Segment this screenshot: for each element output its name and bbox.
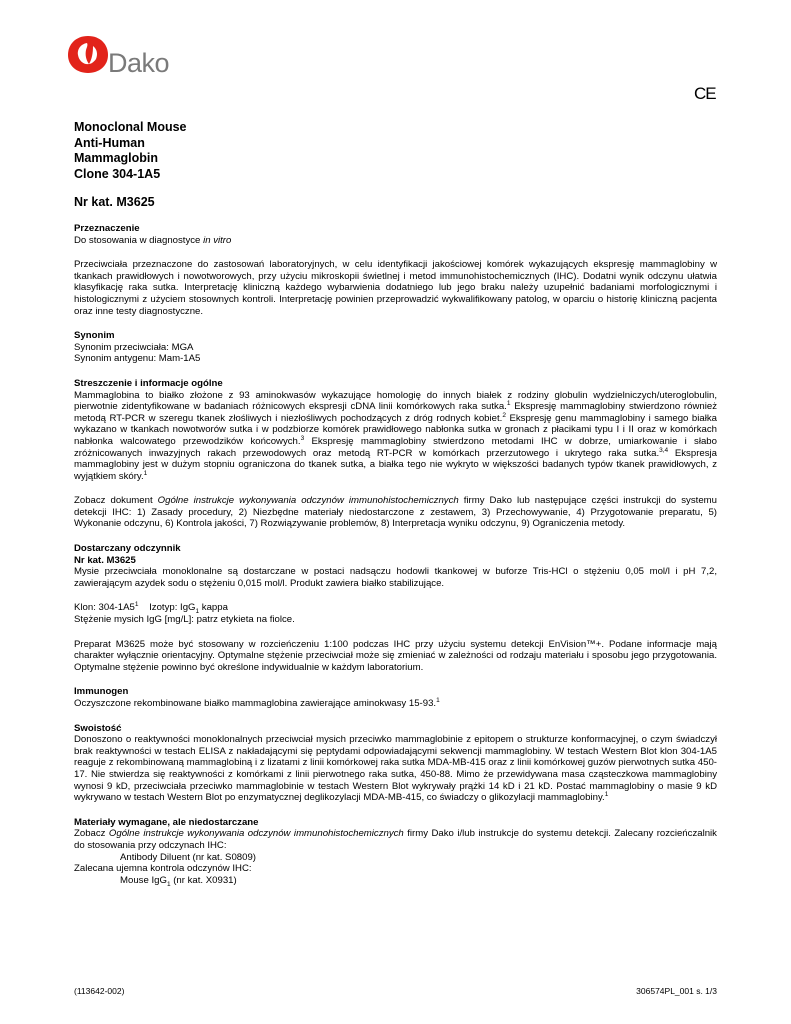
italic-text: Ogólne instrukcje wykonywania odczynów immunohistochemicznych [108,828,404,840]
reagent-paragraph: Mysie przeciwciała monoklonalne są dostarczane w postaci nadsączu hodowli tkankowej w buforze Tris-HCl o stężeniu 0,05 mol/l i pH 7,2, zawierającym azydek sodu o stężeniu 0,015 mol/l. Produkt zawiera białko stabilizujące. [74,566,717,589]
specificity-paragraph [74,734,717,804]
synonym-antibody: Synonim przeciwciała: MGA [74,341,194,353]
materials-paragraph [74,828,717,851]
text: Ekspresję mammaglobiny stwierdzono metodami IHC w dobrze, umiarkowanie i słabo zróżnicowanych inwazyjnych rakach przewodowych oraz metodą RT-PCR w komórkach przerzutowego i ukrytego raka sutka. [74,435,717,459]
ref: 1 [506,399,511,407]
text: firmy Dako i/lub instrukcje do systemu detekcji. Zalecany rozcieńczalnik do stosowania przy odczynach IHC: [74,828,717,851]
title-line: Anti-Human [74,135,145,150]
section-heading: Materiały wymagane, ale niedostarczane [74,816,259,828]
section-heading: Streszczenie i informacje ogólne [74,377,223,389]
text: Ekspresja mammaglobiny jest w dużym stopniu ograniczona do tkanek sutka, a białka tego nie wykryto w większości badanych typów tkanek prawidłowych, z wyjątkiem skóry. [74,447,717,482]
text: Oczyszczone rekombinowane białko mammaglobina zawierające aminokwasy 15-93. [74,698,437,709]
catalog-number: Nr kat. M3625 [74,195,155,209]
text: Ekspresję genu mammaglobiny i samego białka wykazano w tkankach nowotworów sutka i w podzbiorze komórek prawidłowego nabłonka sutka w gronach z płacikami typu I i II oraz w komórkach nabłonka walcowatego przewodzików końcowych. [74,412,717,447]
text: Klon: 304-1A5 [74,602,135,614]
ref: 1 [143,469,148,477]
section-subheading: Nr kat. M3625 [74,554,136,566]
subscript: 1 [195,608,200,616]
dilution-paragraph: Preparat M3625 może być stosowany w rozcieńczeniu 1:100 podczas IHC przy użyciu systemu detekcji EnVision™+. Podane informacje mają charakter wyłącznie orientacyjny. Optymalne stężenie przeciwciał może się zmieniać w zależności od rodzaju materiału i sposobu jego przygotowania. Optymalne stężenie powinno być określone indywidualnie w każdym laboratorium. [74,638,717,673]
subscript: 1 [166,880,171,888]
dako-logo [66,34,186,84]
summary-see-also [74,495,717,530]
section-heading: Synonim [74,330,115,342]
ref: 1 [134,601,139,609]
italic-text: Ogólne instrukcje wykonywania odczynów immunohistochemicznych [157,495,459,507]
text: Izotyp: IgG [149,602,196,614]
materials-line: Zalecana ujemna kontrola odczynów IHC: [74,863,252,875]
text: Donoszono o reaktywności monoklonalnych przeciwciał mysich przeciwko mammaglobinie z epitopem o strukturze konformacyjnej, o czym świadczył brak reaktywności w testach ELISA z nakładającymi się peptydami odpowiadającymi sekwencji mammaglobiny. W testach Western Blot klon 304-1A5 reaguje z rekombinowaną mammaglobiną i z lizatami z linii komórkowej raka sutka MDA-MB-415 oraz z linii komórkowej guzów pierwotnych sutka 450-17. Nie stwierdza się reaktywności z komórkami z linii pierwotnego raka sutka, 450-88. Mimo że przewidywana masa cząsteczkowa mammaglobiny wynosi 9 kD, przeciwciała przeciwko mammaglobinie w testach Western Blot wykrywały prążki 14 kD i 21 kD. Postać mammaglobiny o masie 9 kD wykrywano w testach Western Blot po enzymatycznej deglikozylacji MDA-MB-415, co świadczy o glikozylacji mammaglobiny. [74,734,717,804]
title-line: Mammaglobin [74,151,159,165]
section-heading: Przeznaczenie [74,223,140,234]
section-heading: Swoistość [74,722,122,734]
text: firmy Dako lub następujące części instrukcji do systemu detekcji IHC: 1) Zasady procedury, 2) Niezbędne materiały niedostarczone z zestawem, 3) Przechowywanie, 4) Przygotowanie preparatu, 5) Wykonanie odczynu, 6) Kontrola jakości, 7) Rozwiązywanie problemów, 8) Interpretacja wyniku odczynu, 9) Ograniczenia metody. [74,495,717,530]
text: Do stosowania w diagnostyce [74,234,204,246]
ref: 3,4 [659,446,669,454]
section-heading: Dostarczany odczynnik [74,543,181,555]
ce-mark: CE [694,84,716,103]
text: Zobacz dokument [74,495,158,507]
title-line: Monoclonal Mouse [74,120,187,134]
logo-wordmark: Dako [108,48,170,78]
text: Ekspresję mammaglobiny stwierdzono również metodą RT-PCR w szeregu tkanek złośliwych i niezłośliwych pochodzących z dróg rodnych kobiet. [74,401,717,424]
intended-use-paragraph: Przeciwciała przeznaczone do zastosowań laboratoryjnych, w celu identyfikacji jakościowej komórek wykazujących ekspresję mammaglobiny w tkankach prawidłowych i nowotworowych, przy użyciu mikroskopii świetlnej i metod immunohistochemicznych (IHC). Dodatni wynik odczynu ułatwia klasyfikację raka sutka. Interpretację kliniczną każdego wybarwienia dodatniego lub jego braku należy uzupełnić badaniami morfologicznymi i histologicznymi z użyciem stosownych kontroli. Interpretację powinien przeprowadzić wykwalifikowany patolog, w oparciu o historię kliniczną pacjenta oraz inne testy diagnostyczne. [74,259,717,317]
italic-text: in vitro [203,234,232,246]
concentration-line: Stężenie mysich IgG [mg/L]: patrz etykieta na fiolce. [74,614,295,626]
document-body [74,223,717,886]
ref: 2 [502,411,506,419]
product-title [74,120,187,182]
text: Mouse IgG [120,874,167,886]
summary-paragraph [74,390,717,483]
materials-item: Antibody Diluent (nr kat. S0809) [120,851,256,863]
section-heading: Immunogen [74,686,129,698]
footer-page-number: 306574PL_001 s. 1/3 [636,986,717,996]
footer-doc-code: (113642-002) [74,986,125,996]
materials-item [74,875,717,887]
text: kappa [199,602,228,614]
ref: 1 [604,790,609,798]
synonym-antigen: Synonim antygenu: Mam-1A5 [74,353,201,365]
ref: 1 [436,696,440,704]
ref: 3 [300,434,305,442]
text: Mammaglobina to białko złożone z 93 aminokwasów wykazujące homologię do innych białek z rodziny globulin wydzielniczych/uteroglobulin, pierwotnie zidentyfikowane w badaniach różnicowych ekspresji cDNA linii komórkowych raka sutka. [74,389,717,413]
text: Zobacz [74,828,109,840]
intended-use-line [74,235,717,247]
clone-line [74,602,717,614]
title-line: Clone 304-1A5 [74,166,161,181]
immunogen-line [74,698,717,710]
text: (nr kat. X0931) [170,874,237,886]
dako-logo-icon [66,34,110,74]
